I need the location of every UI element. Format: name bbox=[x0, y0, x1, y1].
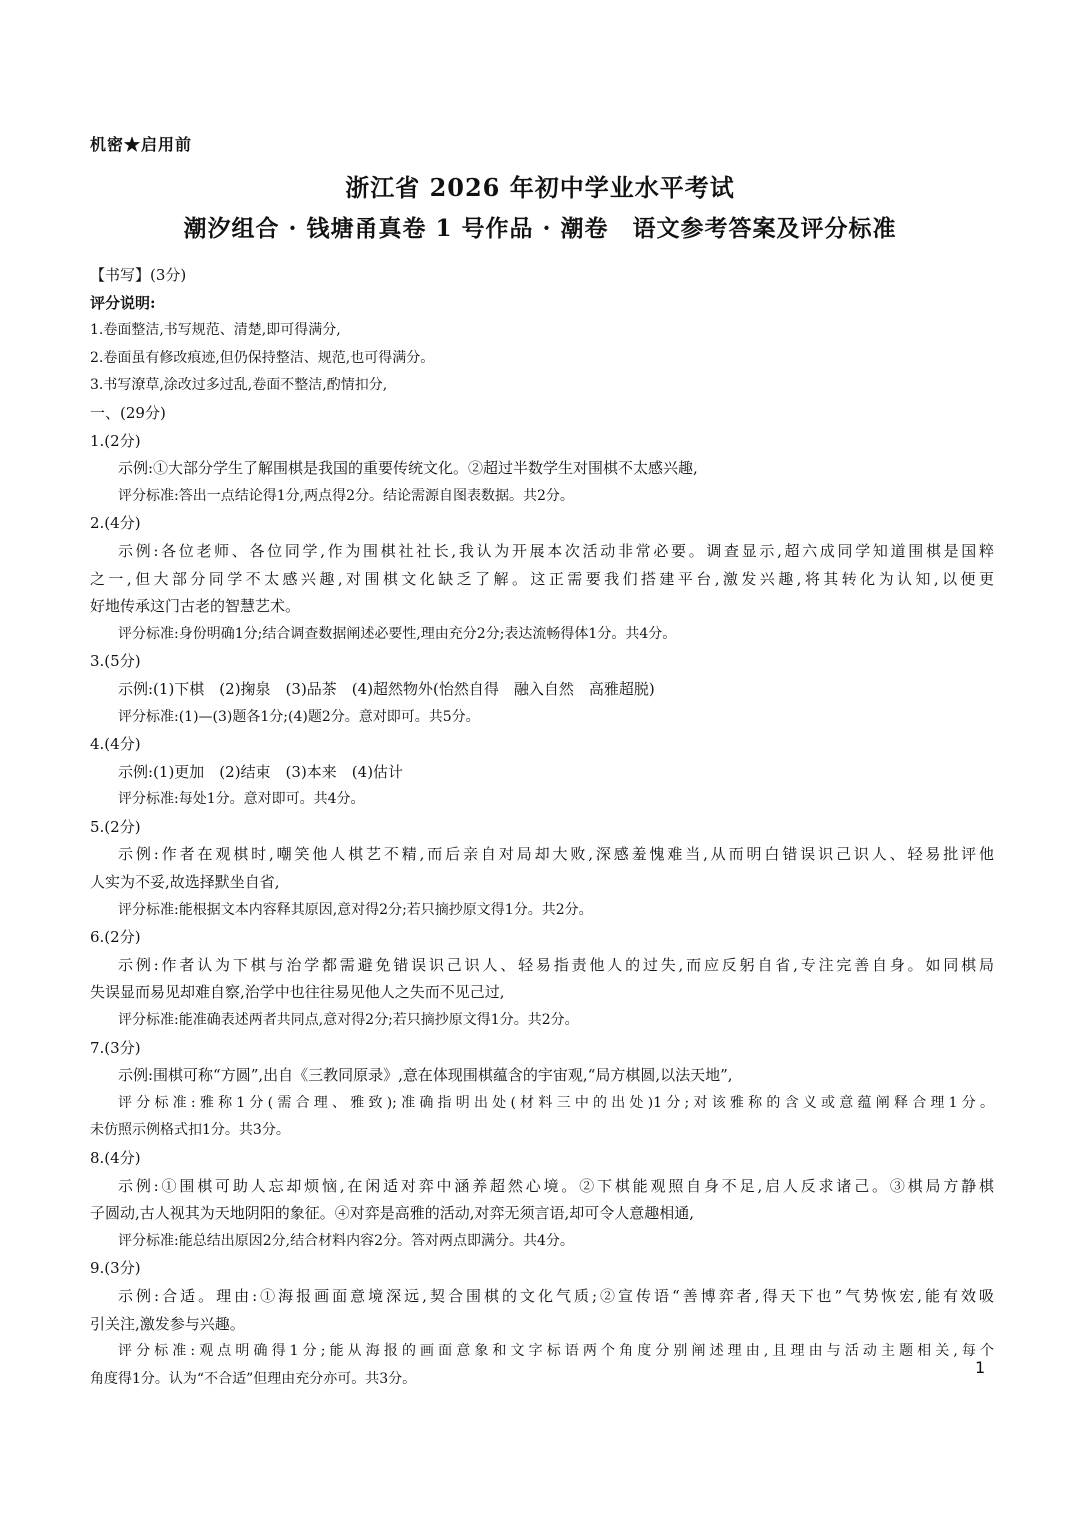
writing-rule: 2.卷面虽有修改痕迹,但仍保持整洁、规范,也可得满分。 bbox=[90, 349, 435, 366]
question-block bbox=[90, 814, 994, 924]
answer-example-line: 示例:作者认为下棋与治学都需避免错误识己识人、轻易指责他人的过失,而应反躬自省,专注完善自身。如同棋局 bbox=[118, 955, 994, 974]
question-list bbox=[90, 428, 994, 1394]
scoring-criteria-line: 评分标准:能总结出原因2分,结合材料内容2分。答对两点即满分。共4分。 bbox=[118, 1232, 574, 1249]
section-heading: 一、(29分) bbox=[90, 403, 166, 422]
answer-example-line: 好地传承这门古老的智慧艺术。 bbox=[90, 597, 301, 616]
scoring-criteria-line: 评分标准:能准确表述两者共同点,意对得2分;若只摘抄原文得1分。共2分。 bbox=[118, 1012, 579, 1029]
question-header: 3.(5分) bbox=[90, 652, 141, 671]
scoring-criteria-line: 评分标准:观点明确得1分;能从海报的画面意象和文字标语两个角度分别阐述理由,且理由与活动主题相关,每个 bbox=[118, 1343, 994, 1360]
answer-example-line: 示例:合适。理由:①海报画面意境深远,契合围棋的文化气质;②宣传语“善博弈者,得天下也”气势恢宏,能有效吸 bbox=[118, 1286, 994, 1305]
page-title: 浙江省 2026 年初中学业水平考试 bbox=[345, 173, 735, 202]
question-header: 6.(2分) bbox=[90, 928, 141, 947]
answer-example-line: 示例:①围棋可助人忘却烦恼,在闲适对弈中涵养超然心境。②下棋能观照自身不足,启人反求诸己。③棋局方静棋 bbox=[118, 1176, 994, 1195]
answer-example-line: 人实为不妥,故选择默坐自省, bbox=[90, 873, 280, 892]
answer-example-line: 示例:(1)下棋 (2)掬泉 (3)品茶 (4)超然物外(怡然自得 融入自然 高雅超脱) bbox=[118, 679, 655, 698]
answer-example-line: 子圆动,古人视其为天地阴阳的象征。④对弈是高雅的活动,对弈无须言语,却可令人意趣相通, bbox=[90, 1204, 695, 1223]
question-block bbox=[90, 648, 994, 731]
answer-content bbox=[90, 262, 994, 1393]
answer-example-line: 示例:①大部分学生了解围棋是我国的重要传统文化。②超过半数学生对围棋不太感兴趣, bbox=[118, 459, 698, 478]
question-header: 9.(3分) bbox=[90, 1259, 141, 1278]
writing-rule: 3.书写潦草,涂改过多过乱,卷面不整洁,酌情扣分, bbox=[90, 377, 388, 394]
question-header: 5.(2分) bbox=[90, 817, 141, 836]
answer-example-line: 之一,但大部分同学不太感兴趣,对围棋文化缺乏了解。这正需要我们搭建平台,激发兴趣,将其转化为认知,以便更 bbox=[90, 569, 994, 588]
scoring-criteria-line: 评分标准:能根据文本内容释其原因,意对得2分;若只摘抄原文得1分。共2分。 bbox=[118, 901, 593, 918]
question-header: 7.(3分) bbox=[90, 1038, 141, 1057]
question-header: 4.(4分) bbox=[90, 735, 141, 754]
question-header: 2.(4分) bbox=[90, 514, 141, 533]
scoring-criteria-line: 评分标准:每处1分。意对即可。共4分。 bbox=[118, 791, 365, 808]
answer-example-line: 失误显而易见却难自察,治学中也往往易见他人之失而不见己过, bbox=[90, 983, 505, 1002]
question-block bbox=[90, 1255, 994, 1393]
scoring-criteria-line: 评分标准:身份明确1分;结合调查数据阐述必要性,理由充分2分;表达流畅得体1分。共4分。 bbox=[118, 625, 677, 642]
scoring-criteria-line: 评分标准:雅称1分(需合理、雅致);准确指明出处(材料三中的出处)1分;对该雅称的含义或意蕴阐释合理1分。 bbox=[118, 1094, 994, 1111]
question-header: 1.(2分) bbox=[90, 431, 141, 450]
answer-example-line: 示例:各位老师、各位同学,作为围棋社社长,我认为开展本次活动非常必要。调查显示,超六成同学知道围棋是国粹 bbox=[118, 541, 994, 560]
scoring-notes-heading: 评分说明: bbox=[90, 293, 156, 312]
question-block bbox=[90, 428, 994, 511]
scoring-criteria-line: 角度得1分。认为“不合适”但理由充分亦可。共3分。 bbox=[90, 1370, 417, 1387]
answer-example-line: 引关注,激发参与兴趣。 bbox=[90, 1314, 245, 1333]
question-block bbox=[90, 924, 994, 1034]
question-block bbox=[90, 731, 994, 814]
question-header: 8.(4分) bbox=[90, 1149, 141, 1167]
writing-heading: 【书写】(3分) bbox=[90, 266, 187, 284]
answer-example-line: 示例:围棋可称“方圆”,出自《三教同原录》,意在体现围棋蕴含的宇宙观,“局方棋圆,以法天地”, bbox=[118, 1066, 733, 1085]
scoring-criteria-line: 评分标准:(1)—(3)题各1分;(4)题2分。意对即可。共5分。 bbox=[118, 708, 480, 725]
question-block bbox=[90, 1035, 994, 1145]
question-block bbox=[90, 1145, 994, 1255]
answer-example-line: 示例:作者在观棋时,嘲笑他人棋艺不精,而后亲自对局却大败,深感羞愧难当,从而明白错误识己识人、轻易批评他 bbox=[118, 845, 994, 864]
scoring-criteria-line: 未仿照示例格式扣1分。共3分。 bbox=[90, 1122, 290, 1139]
page-number: 1 bbox=[975, 1358, 986, 1377]
writing-rule: 1.卷面整洁,书写规范、清楚,即可得满分, bbox=[90, 322, 341, 339]
confidential-label: 机密★启用前 bbox=[90, 135, 193, 154]
scoring-criteria-line: 评分标准:答出一点结论得1分,两点得2分。结论需源自图表数据。共2分。 bbox=[118, 487, 574, 504]
page-subtitle: 潮汐组合 · 钱塘甬真卷 1 号作品 · 潮卷 语文参考答案及评分标准 bbox=[183, 215, 897, 242]
answer-example-line: 示例:(1)更加 (2)结束 (3)本来 (4)估计 bbox=[118, 762, 404, 781]
question-block bbox=[90, 510, 994, 648]
